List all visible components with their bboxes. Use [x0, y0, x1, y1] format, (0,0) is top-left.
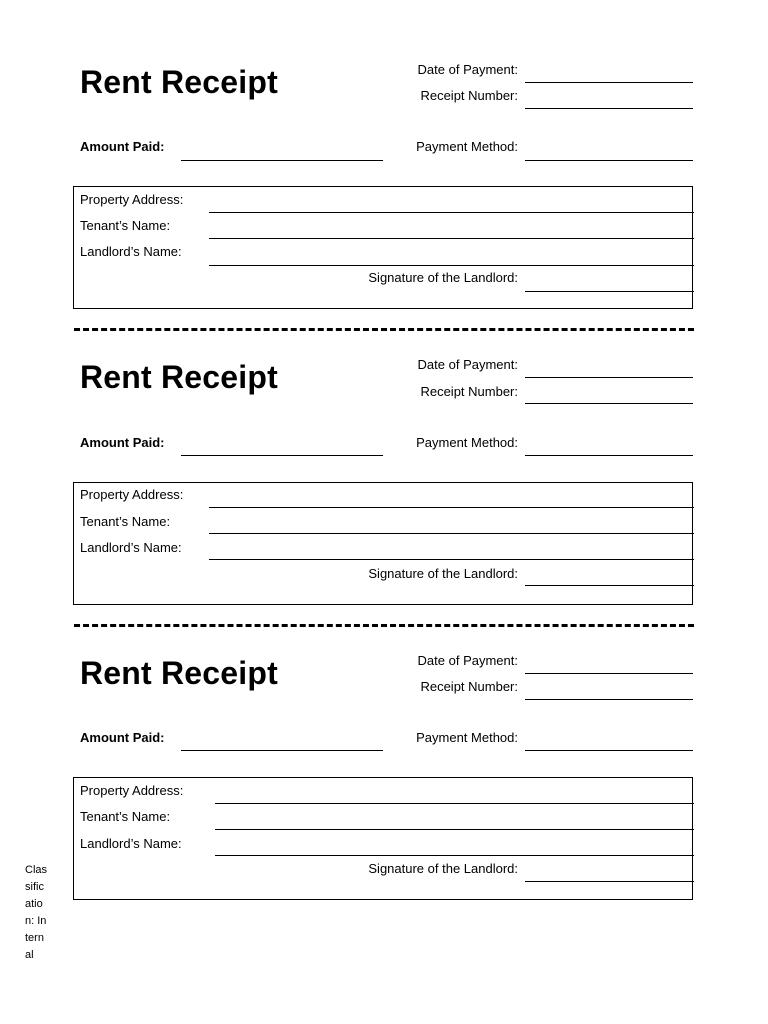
rent-receipt-3: [0, 653, 768, 953]
receipt-title: Rent Receipt: [80, 655, 278, 691]
tenant-name-line[interactable]: [215, 829, 694, 830]
payment-method-line[interactable]: [525, 160, 693, 161]
landlord-signature-line[interactable]: [525, 291, 694, 292]
tenant-name-line[interactable]: [209, 533, 694, 534]
property-address-line[interactable]: [215, 803, 694, 804]
amount-paid-line[interactable]: [181, 160, 383, 161]
amount-paid-label: Amount Paid:: [80, 435, 165, 450]
landlord-name-label: Landlord’s Name:: [80, 540, 182, 555]
date-of-payment-label: Date of Payment:: [417, 357, 518, 372]
payment-method-label: Payment Method:: [416, 139, 518, 154]
property-address-label: Property Address:: [80, 487, 184, 502]
receipt-number-label: Receipt Number:: [420, 88, 518, 103]
cut-line: [74, 328, 694, 331]
landlord-signature-label: Signature of the Landlord:: [368, 566, 518, 581]
rent-receipt-1: [0, 62, 768, 362]
classification-label: Classification: Internal: [25, 864, 48, 961]
receipt-number-line[interactable]: [525, 108, 693, 109]
landlord-signature-line[interactable]: [525, 585, 694, 586]
receipt-title: Rent Receipt: [80, 64, 278, 100]
date-of-payment-label: Date of Payment:: [417, 653, 518, 668]
receipt-number-label: Receipt Number:: [420, 679, 518, 694]
tenant-name-label: Tenant’s Name:: [80, 218, 171, 233]
landlord-name-label: Landlord’s Name:: [80, 244, 182, 259]
payment-method-line[interactable]: [525, 750, 693, 751]
receipt-title: Rent Receipt: [80, 359, 278, 395]
date-of-payment-line[interactable]: [525, 82, 693, 83]
amount-paid-label: Amount Paid:: [80, 139, 165, 154]
receipt-number-line[interactable]: [525, 699, 693, 700]
property-address-line[interactable]: [209, 507, 694, 508]
property-address-label: Property Address:: [80, 783, 184, 798]
receipt-number-line[interactable]: [525, 403, 693, 404]
landlord-name-label: Landlord’s Name:: [80, 836, 182, 851]
payment-method-label: Payment Method:: [416, 435, 518, 450]
date-of-payment-line[interactable]: [525, 377, 693, 378]
payment-method-line[interactable]: [525, 455, 693, 456]
amount-paid-line[interactable]: [181, 750, 383, 751]
payment-method-label: Payment Method:: [416, 730, 518, 745]
date-of-payment-line[interactable]: [525, 673, 693, 674]
landlord-name-line[interactable]: [209, 265, 694, 266]
cut-line: [74, 624, 694, 627]
property-address-label: Property Address:: [80, 192, 184, 207]
landlord-name-line[interactable]: [215, 855, 694, 856]
landlord-signature-label: Signature of the Landlord:: [368, 861, 518, 876]
landlord-name-line[interactable]: [209, 559, 694, 560]
rent-receipt-2: [0, 357, 768, 657]
tenant-name-label: Tenant’s Name:: [80, 514, 171, 529]
tenant-name-line[interactable]: [209, 238, 694, 239]
amount-paid-label: Amount Paid:: [80, 730, 165, 745]
landlord-signature-line[interactable]: [525, 881, 694, 882]
receipt-number-label: Receipt Number:: [420, 384, 518, 399]
landlord-signature-label: Signature of the Landlord:: [368, 270, 518, 285]
date-of-payment-label: Date of Payment:: [417, 62, 518, 77]
tenant-name-label: Tenant’s Name:: [80, 809, 171, 824]
property-address-line[interactable]: [209, 212, 694, 213]
amount-paid-line[interactable]: [181, 455, 383, 456]
